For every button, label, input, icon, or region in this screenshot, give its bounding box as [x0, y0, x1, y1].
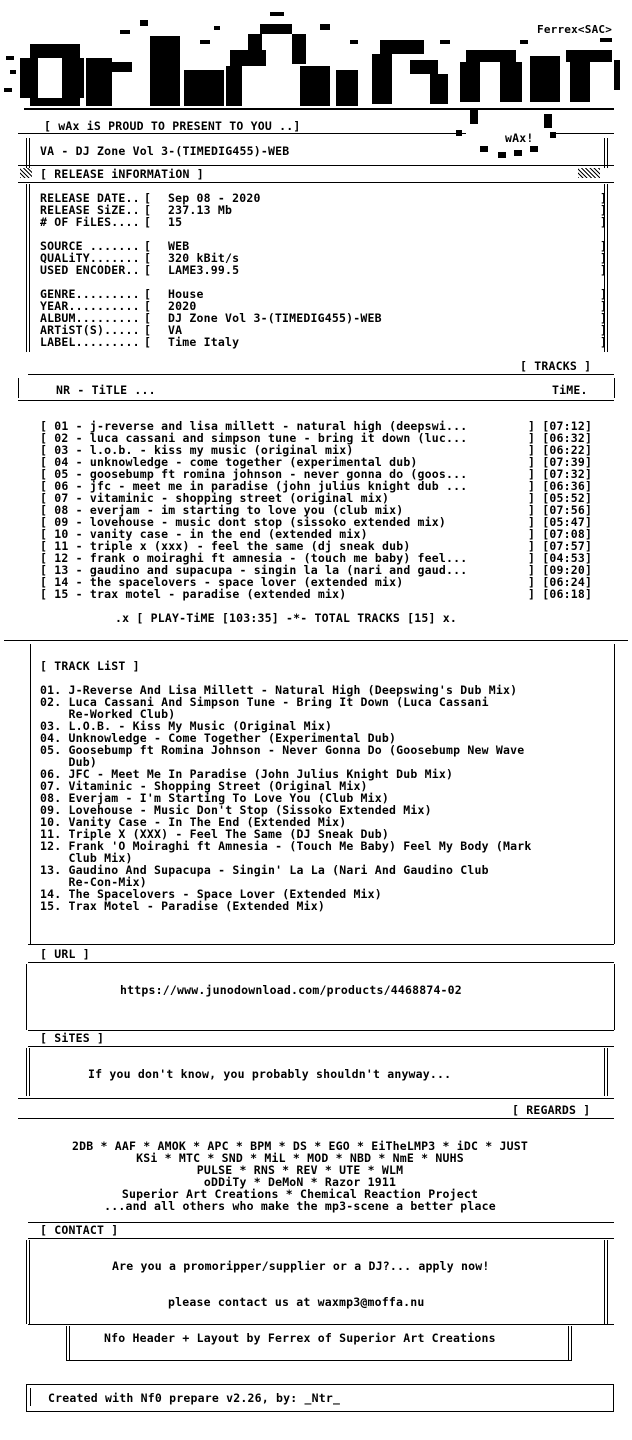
- release-info-label: ALBUM.........: [40, 311, 140, 325]
- track-title: the spacelovers - space lover (extended mix): [89, 575, 404, 589]
- release-info-close: ]: [600, 203, 608, 217]
- track-title: everjam - im starting to love you (club mix): [89, 503, 404, 517]
- regards-line: oDDiTy * DeMoN * Razor 1911: [203, 1175, 397, 1189]
- release-info-bracket: [: [144, 263, 152, 277]
- contact-line-apply: Are you a promoripper/supplier or a DJ?... apply now!: [112, 1259, 490, 1273]
- track-row: [ 13 - gaudino and supacupa - singin la la (nari and gaud...: [40, 563, 468, 577]
- release-url-link[interactable]: https://www.junodownload.com/products/4468874-02: [120, 983, 462, 997]
- track-time: ] [07:39]: [528, 455, 593, 469]
- col-time: TiME.: [552, 383, 588, 397]
- track-title: gaudino and supacupa - singin la la (nari and gaud...: [89, 563, 468, 577]
- release-info-bracket: [: [144, 203, 152, 217]
- track-title: lovehouse - music dont stop (sissoko extended mix): [89, 515, 447, 529]
- release-info-value: Sep 08 - 2020: [168, 191, 261, 205]
- track-list-line: 13. Gaudino And Supacupa - Singin' La La (Nari And Gaudino Club: [40, 863, 489, 877]
- release-info-close: ]: [600, 191, 608, 205]
- track-list-line: Dub): [40, 755, 97, 769]
- track-title: vanity case - in the end (extended mix): [89, 527, 368, 541]
- release-info-value: 320 kBit/s: [168, 251, 240, 265]
- track-list-line: 04. Unknowledge - Come Together (Experimental Dub): [40, 731, 397, 745]
- track-row: [ 10 - vanity case - in the end (extended mix): [40, 527, 368, 541]
- release-info-label: ARTiST(S).....: [40, 323, 140, 337]
- track-title: triple x (xxx) - feel the same (dj sneak dub): [89, 539, 411, 553]
- release-info-bracket: [: [144, 239, 152, 253]
- release-info-heading: [ RELEASE iNFORMATiON ]: [40, 167, 204, 181]
- track-time: ] [05:47]: [528, 515, 593, 529]
- track-list-line: 05. Goosebump ft Romina Johnson - Never Gonna Do (Goosebump New Wave: [40, 743, 525, 757]
- release-info-value: WEB: [168, 239, 190, 253]
- track-time: ] [06:22]: [528, 443, 593, 457]
- track-list-line: Re-Worked Club): [40, 707, 176, 721]
- track-nr: 06: [54, 479, 69, 493]
- track-nr: 04: [54, 455, 69, 469]
- track-list-line: 12. Frank 'O Moiraghi ft Amnesia - (Touch Me Baby) Feel My Body (Mark: [40, 839, 532, 853]
- track-row: [ 01 - j-reverse and lisa millett - natural high (deepswi...: [40, 419, 468, 433]
- track-nr: 14: [54, 575, 69, 589]
- track-time: ] [07:12]: [528, 419, 593, 433]
- track-row: [ 05 - goosebump ft romina johnson - never gonna do (goos...: [40, 467, 468, 481]
- track-time: ] [06:24]: [528, 575, 593, 589]
- track-list-line: 08. Everjam - I'm Starting To Love You (Club Mix): [40, 791, 390, 805]
- regards-heading: [ REGARDS ]: [512, 1103, 591, 1117]
- tracks-summary: .x [ PLAY-TiME [103:35] -*- TOTAL TRACKS [15] x.: [115, 611, 457, 625]
- contact-heading: [ CONTACT ]: [40, 1223, 119, 1237]
- track-title: vitaminic - shopping street (original mix): [89, 491, 390, 505]
- url-heading: [ URL ]: [40, 947, 90, 961]
- release-info-bracket: [: [144, 323, 152, 337]
- regards-line: KSi * MTC * SND * MiL * MOD * NBD * NmE * NUHS: [136, 1151, 464, 1165]
- track-row: [ 14 - the spacelovers - space lover (extended mix): [40, 575, 404, 589]
- track-nr: 07: [54, 491, 69, 505]
- track-nr: 12: [54, 551, 69, 565]
- track-list-line: 14. The Spacelovers - Space Lover (Extended Mix): [40, 887, 382, 901]
- track-list-line: 11. Triple X (XXX) - Feel The Same (DJ Sneak Dub): [40, 827, 390, 841]
- track-title: trax motel - paradise (extended mix): [89, 587, 347, 601]
- group-tag: wAx!: [505, 131, 534, 145]
- release-info-value: 2020: [168, 299, 197, 313]
- release-info-label: YEAR..........: [40, 299, 140, 313]
- presents-line: [ wAx iS PROUD TO PRESENT TO YOU ..]: [44, 119, 301, 133]
- track-list-line: 07. Vitaminic - Shopping Street (Original Mix): [40, 779, 368, 793]
- release-info-close: ]: [600, 287, 608, 301]
- track-row: [ 03 - l.o.b. - kiss my music (original mix): [40, 443, 354, 457]
- release-info-bracket: [: [144, 251, 152, 265]
- track-list-line: 02. Luca Cassani And Simpson Tune - Bring It Down (Luca Cassani: [40, 695, 489, 709]
- track-title: unknowledge - come together (experimental dub): [89, 455, 418, 469]
- track-row: [ 12 - frank o moiraghi ft amnesia - (touch me baby) feel...: [40, 551, 468, 565]
- release-info-label: LABEL.........: [40, 335, 140, 349]
- heading-dither-right: [578, 168, 600, 178]
- track-row: [ 04 - unknowledge - come together (experimental dub): [40, 455, 418, 469]
- release-info-bracket: [: [144, 335, 152, 349]
- release-info-bracket: [: [144, 191, 152, 205]
- track-list-line: 09. Lovehouse - Music Don't Stop (Sissoko Extended Mix): [40, 803, 432, 817]
- track-nr: 13: [54, 563, 69, 577]
- release-info-label: RELEASE DATE..: [40, 191, 140, 205]
- track-time: ] [06:36]: [528, 479, 593, 493]
- release-info-value: House: [168, 287, 204, 301]
- release-info-value: 237.13 Mb: [168, 203, 233, 217]
- track-title: l.o.b. - kiss my music (original mix): [89, 443, 354, 457]
- regards-line: Superior Art Creations * Chemical Reaction Project: [121, 1187, 479, 1201]
- release-info-close: ]: [600, 323, 608, 337]
- track-nr: 11: [54, 539, 69, 553]
- track-time: ] [05:52]: [528, 491, 593, 505]
- sites-text: If you don't know, you probably shouldn't anyway...: [88, 1067, 452, 1081]
- heading-dither-left: [20, 168, 32, 178]
- release-info-bracket: [: [144, 299, 152, 313]
- track-time: ] [06:18]: [528, 587, 593, 601]
- release-info-bracket: [: [144, 215, 152, 229]
- track-list-heading: [ TRACK LiST ]: [40, 659, 140, 673]
- track-nr: 05: [54, 467, 69, 481]
- track-list-line: 06. JFC - Meet Me In Paradise (John Julius Knight Dub Mix): [40, 767, 454, 781]
- track-nr: 10: [54, 527, 69, 541]
- release-info-label: SOURCE .......: [40, 239, 140, 253]
- track-time: ] [04:53]: [528, 551, 593, 565]
- track-list-line: 03. L.O.B. - Kiss My Music (Original Mix): [40, 719, 333, 733]
- release-info-close: ]: [600, 251, 608, 265]
- track-row: [ 09 - lovehouse - music dont stop (sissoko extended mix): [40, 515, 447, 529]
- track-row: [ 08 - everjam - im starting to love you (club mix): [40, 503, 404, 517]
- track-title: frank o moiraghi ft amnesia - (touch me baby) feel...: [89, 551, 468, 565]
- release-info-close: ]: [600, 335, 608, 349]
- track-nr: 15: [54, 587, 69, 601]
- track-nr: 08: [54, 503, 69, 517]
- track-nr: 02: [54, 431, 69, 445]
- track-time: ] [07:32]: [528, 467, 593, 481]
- logo-block-right: [372, 40, 612, 104]
- track-list-line: 10. Vanity Case - In The End (Extended Mix): [40, 815, 347, 829]
- tracks-heading: [ TRACKS ]: [520, 359, 592, 373]
- header-credit: Ferrex<SAC>: [537, 23, 613, 36]
- release-info-close: ]: [600, 299, 608, 313]
- track-nr: 03: [54, 443, 69, 457]
- release-info-value: 15: [168, 215, 183, 229]
- track-time: ] [07:57]: [528, 539, 593, 553]
- release-info-close: ]: [600, 239, 608, 253]
- release-info-close: ]: [600, 311, 608, 325]
- regards-line: 2DB * AAF * AMOK * APC * BPM * DS * EGO * EiTheLMP3 * iDC * JUST: [72, 1139, 528, 1153]
- release-info-bracket: [: [144, 287, 152, 301]
- logo-block-left: [20, 44, 132, 106]
- release-info-label: QUALiTY.......: [40, 251, 140, 265]
- release-info-label: GENRE.........: [40, 287, 140, 301]
- track-time: ] [07:08]: [528, 527, 593, 541]
- created-with: Created with Nf0 prepare v2.26, by: _Ntr_: [48, 1391, 341, 1405]
- release-info-bracket: [: [144, 311, 152, 325]
- layout-credit: Nfo Header + Layout by Ferrex of Superior Art Creations: [104, 1331, 496, 1345]
- release-info-value: LAME3.99.5: [168, 263, 240, 277]
- total-tracks-value: 15: [414, 611, 429, 625]
- track-row: [ 07 - vitaminic - shopping street (original mix): [40, 491, 390, 505]
- track-title: goosebump ft romina johnson - never gonna do (goos...: [89, 467, 468, 481]
- release-info-value: Time Italy: [168, 335, 240, 349]
- track-time: ] [07:56]: [528, 503, 593, 517]
- track-time: ] [09:20]: [528, 563, 593, 577]
- regards-line: ...and all others who make the mp3-scene a better place: [104, 1199, 496, 1213]
- release-info-label: # OF FiLES....: [40, 215, 140, 229]
- logo-block-middle: [150, 24, 358, 106]
- track-time: ] [06:32]: [528, 431, 593, 445]
- track-title: luca cassani and simpson tune - bring it down (luc...: [89, 431, 468, 445]
- track-list-line: Re-Con-Mix): [40, 875, 147, 889]
- track-title: jfc - meet me in paradise (john julius knight dub ...: [89, 479, 468, 493]
- track-nr: 01: [54, 419, 69, 433]
- track-row: [ 06 - jfc - meet me in paradise (john julius knight dub ...: [40, 479, 468, 493]
- regards-line: PULSE * RNS * REV * UTE * WLM: [196, 1163, 404, 1177]
- playtime-value: 103:35: [228, 611, 272, 625]
- release-info-label: USED ENCODER..: [40, 263, 140, 277]
- col-nr-title: NR - TiTLE ...: [56, 383, 156, 397]
- release-title: VA - DJ Zone Vol 3-(TIMEDIG455)-WEB: [40, 144, 290, 158]
- track-title: j-reverse and lisa millett - natural high (deepswi...: [89, 419, 468, 433]
- track-row: [ 11 - triple x (xxx) - feel the same (dj sneak dub): [40, 539, 411, 553]
- release-info-close: ]: [600, 215, 608, 229]
- release-info-close: ]: [600, 263, 608, 277]
- release-info-value: DJ Zone Vol 3-(TIMEDIG455)-WEB: [168, 311, 382, 325]
- sites-heading: [ SiTES ]: [40, 1031, 105, 1045]
- release-info-value: VA: [168, 323, 183, 337]
- track-list-line: 01. J-Reverse And Lisa Millett - Natural High (Deepswing's Dub Mix): [40, 683, 518, 697]
- contact-email[interactable]: please contact us at waxmp3@moffa.nu: [168, 1295, 425, 1309]
- track-row: [ 15 - trax motel - paradise (extended mix): [40, 587, 347, 601]
- release-info-label: RELEASE SiZE..: [40, 203, 140, 217]
- track-row: [ 02 - luca cassani and simpson tune - bring it down (luc...: [40, 431, 468, 445]
- track-list-line: 15. Trax Motel - Paradise (Extended Mix): [40, 899, 325, 913]
- track-list-line: Club Mix): [40, 851, 133, 865]
- track-nr: 09: [54, 515, 69, 529]
